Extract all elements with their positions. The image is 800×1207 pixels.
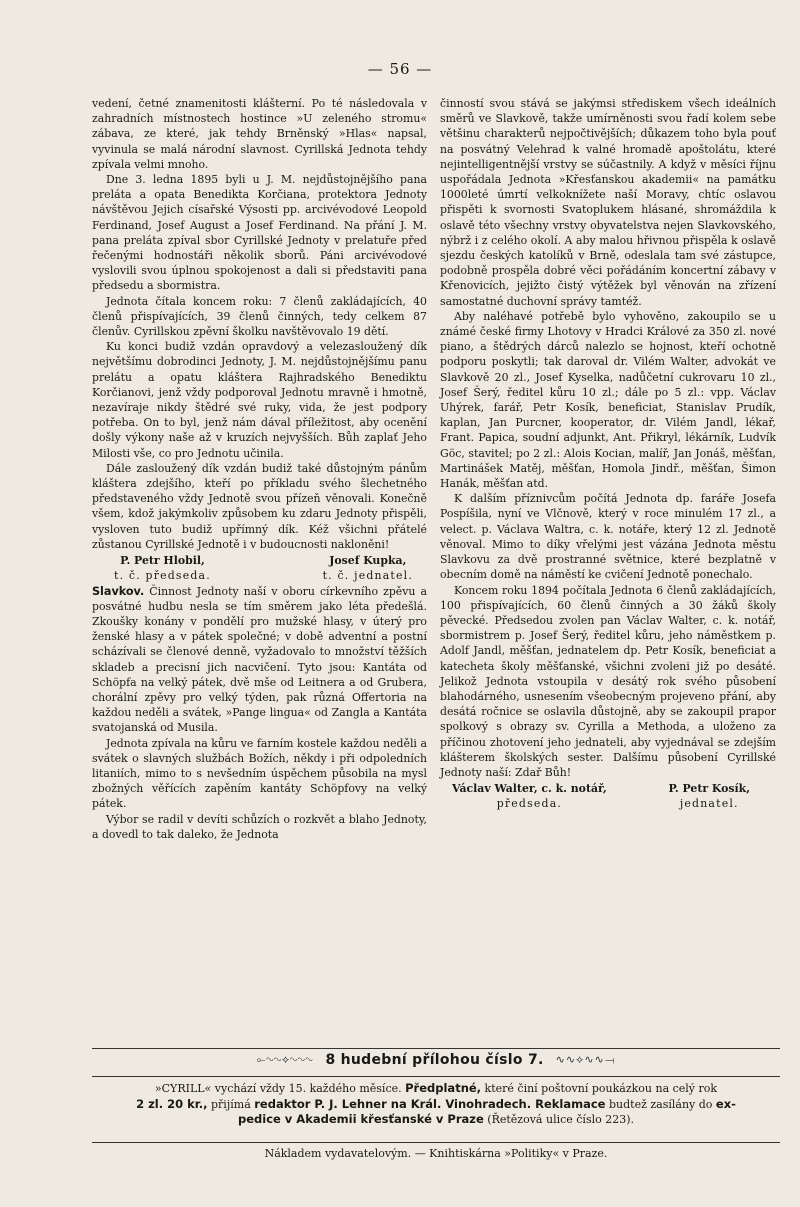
paragraph: Dále zasloužený dík vzdán budiž také důstojným pánům kláštera zdejšího, kteří po příkladu svého šlechetného představeného vždy Jednotě svou přízeň věnovali. Konečně všem, kdož jakýmkoliv způsobem ku zdaru Jednoty přispěli, vysloven tuto budiž upřímný dík. Kéž všichni přátelé zůstanou Cyrillské Jednotě i v budoucnosti nakloněni!	[92, 461, 427, 551]
signature-name: Josef Kupka,	[329, 554, 407, 568]
paragraph: Jednota zpívala na kůru ve farním kostele každou neděli a svátek o slavných službách Božích, někdy i při odpoledních litaniích, mimo to s nevšedním úspěchem působila na mysl zbožných věřících zapěním kantáty Schöpfovy na velký pátek.	[92, 736, 427, 811]
signature-name: Václav Walter, c. k. notář,	[452, 782, 607, 796]
signature-name: P. Petr Kosík,	[668, 782, 750, 796]
paragraph: Jednota čítala koncem roku: 7 členů zakládajících, 40 členů přispívajících, 39 členů činných, tedy celkem 87 členův. Cyrillskou zpěvní školku navštěvovalo 19 dětí.	[92, 294, 427, 339]
left-column	[92, 96, 427, 842]
publication-text: přijímá	[207, 1097, 255, 1111]
signature-role: t. č. předseda.	[114, 569, 211, 583]
publication-text: které činí poštovní poukázkou na celý rok	[481, 1082, 718, 1095]
publication-text: (Řetězová ulice číslo 223).	[483, 1113, 635, 1126]
subscription-label: Předplatné,	[405, 1081, 482, 1095]
signature-name: P. Petr Hlobil,	[120, 554, 205, 568]
page-number: — 56 —	[367, 60, 433, 78]
ornament-right-icon: ∿∿⟡∿∿⟞	[555, 1053, 616, 1066]
paragraph: Aby naléhavé potřebě bylo vyhověno, zakoupilo se u známé české firmy Lhotovy v Hradci Králové za 350 zl. nové piano, a štědrých dárců nalezlo se hojnost, kteří ochotně podporu poskytli; tak daroval dr. Vilém Walter, advokát ve Slavkově 20 zl., Josef Kyselka, nadůčetní cukrovaru 10 zl., Josef Šerý, ředitel kůru 10 zl.; dále po 5 zl.: vpp. Václav Uhýrek, farář, Petr Kosík, beneficiat, Stanislav Prudík, kaplan, Jan Purcner, kooperator, dr. Vilém Jandl, lékař, Frant. Papica, soudní adjunkt, Ant. Přikryl, lékárník, Ludvík Göc, stavitel; po 2 zl.: Alois Kocian, malíř, Jan Jonáš, měšťan, Martinášek Matěj, měšťan, Homola Jindř., měšťan, Šimon Hanák, měšťan atd.	[440, 309, 776, 491]
publication-info	[92, 1076, 780, 1128]
expedition-label: ex-	[715, 1096, 736, 1111]
paragraph: činností svou stává se jakýmsi střediskem všech ideálních směrů ve Slavkově, takže umírněnosti svou řadí kolem sebe většinu charakterů nejpočtivějších; důkazem toho byla pouť na posvátný Velehrad k valné hromadě apoštolátu, které nejintelligentnější vrstvy se súčastnily. A když v měsíci říjnu uspořádala Jednota »Křesťanskou akademii« na památku 1000leté úmrtí velkoknížete naší Moravy, chtíc oslavou přispěti k svornosti Svatoplukem hlásané, shromáždila k oslavě této všechny vrstvy obyvatelstva nejen Slavkovského, nýbrž i z celého okolí. A aby malou hřivnou přispěla k oslavě sjezdu českých katolíků v Brně, odeslala tam své zástupce, podobně prospěla dobré věci pořádáním koncertní zábavy v Křenovicích, jejižto čistý výtěžek byl věnován na zřízení samostatné duchovní správy tamtéž.	[440, 97, 776, 308]
signature-secretary	[669, 781, 750, 811]
signature-block	[440, 781, 776, 811]
paragraph: Výbor se radil v devíti schůzích o rozkvět a blaho Jednoty, a dovedl to tak daleko, že Jednota	[92, 812, 427, 841]
paragraph: Ku konci budiž vzdán opravdový a velezasloužený dík největšímu dobrodinci Jednoty, J. M. nejdůstojnějšímu panu prelátu a opatu kláštera Rajhradského Benediktu Korčianovi, jenž vždy podporoval Jednotu mravně i hmotně, nezavíraje nikdy štědré své ruky, vida, že jest podpory potřeba. On to byl, jenž nám dával příležitost, aby ocenění došly výkony naše až v kruzích nejvyšších. Bůh zaplať Jeho Milosti vše, co pro Jednotu učinila.	[92, 340, 427, 460]
paragraph-slavkov	[92, 584, 427, 736]
publication-line	[92, 1081, 780, 1097]
signature-secretary	[323, 553, 413, 583]
music-supplement-label: 8 hudební přílohou číslo 7.	[325, 1052, 544, 1068]
paragraph: Koncem roku 1894 počítala Jednota 6 členů zakládajících, 100 přispívajících, 60 členů činných a 30 žáků školy pěvecké. Předsedou zvolen pan Václav Walter, c. k. notář, sbormistrem p. Josef Šerý, ředitel kůru, jeho náměstkem p. Adolf Jandl, měšťan, jednatelem dp. Petr Kosík, beneficiat a katecheta školy měšťanské, všichni zvoleni již po desáté. Jelikož Jednota vstoupila v desátý rok svého působení blahodárného, usnesením všeobecným projeveno přání, aby desátá ročnice se oslavila důstojně, aby se zakoupil prapor spolkový s obrazy sv. Cyrilla a Methoda, a uloženo za příčinou zhotovení jeho jednateli, aby vyjednával se zdejším klášterem školských sester. Dalšímu působení Cyrillské Jednoty naší: Zdař Bůh!	[440, 583, 776, 779]
publication-text: »CYRILL« vychází vždy 15. každého měsíce.	[154, 1082, 406, 1095]
paragraph: Dne 3. ledna 1895 byli u J. M. nejdůstojnějšího pana preláta a opata Benedikta Korčiana, protektora Jednoty návštěvou Jejich císařské Výsosti pp. arcivévodové Leopold Ferdinand, Josef August a Josef Ferdinand. Na přání J. M. pana preláta zpíval sbor Cyrillské Jednoty v prelatuře před řečenými hodnostáři několik sborů. Páni arcivévodové vyslovili svou úplnou spokojenost a dali si představiti pana předsedu a sbormistra.	[92, 173, 427, 293]
signature-chairman	[452, 781, 607, 811]
right-column	[440, 96, 776, 812]
signature-role: předseda.	[496, 797, 563, 811]
signature-block	[92, 553, 427, 583]
signature-role: t. č. jednatel.	[322, 569, 413, 583]
paragraph: K dalším příznivcům počítá Jednota dp. faráře Josefa Pospíšila, nyní ve Vlčnově, který v roce minulém 17 zl., a velect. p. Václava Waltra, c. k. notáře, který 12 zl. Jednotě věnoval. Mimo to díky vřelými jest vázána Jednota městu Slavkovu za dvě prostranné světnice, které bezplatně v obecním domě na náměstí ke cvičení Jednotě ponechalo.	[440, 492, 776, 582]
section-heading: Slavkov.	[92, 584, 145, 598]
publication-line	[92, 1097, 780, 1113]
supplement-divider	[92, 1048, 780, 1068]
price: 2 zl. 20 kr.,	[136, 1096, 208, 1111]
signature-role: jednatel.	[679, 797, 739, 811]
editor-address: redaktor P. J. Lehner na Král. Vinohradech. Reklamace	[254, 1096, 606, 1111]
paragraph: vedení, četné znamenitosti klášterní. Po té následovala v zahradních místnostech hostince »U zeleného stromu« zábava, ze které, jak tehdy Brněnský »Hlas« napsal, vyvinula se malá národní slavnost. Cyrillská Jednota tehdy zpívala velmi mnoho.	[92, 97, 427, 171]
paragraph-text: Činnost Jednoty naší v oboru církevního zpěvu a posvátné hudbu nesla se tím směrem jako léta předešlá. Zkoušky konány v pondělí pro mužské hlasy, v úterý pro ženské hlasy a v pátek společné; v době adventní a postní scházívali se členové denně, vyžadovalo to množství těžších skladeb a precisní jich nacvičení. Tyto jsou: Kantáta od Schöpfa na velký pátek, dvě mše od Leitnera a od Grubera, chorální zpěvy pro velký týden, pak různá Offertoria na každou neděli a svátek, »Pange lingua« od Zangla a Kantáta svatojanská od Musila.	[92, 584, 427, 735]
imprint: Nákladem vydavatelovým. — Knihtiskárna »Politiky« v Praze.	[92, 1142, 780, 1160]
expedition-address: pedice v Akademii křesťanské v Praze	[237, 1112, 484, 1126]
signature-chairman	[114, 553, 211, 583]
ornament-left-icon: ⟜∿∿⟡∿∿∿	[256, 1053, 314, 1066]
publication-line	[92, 1112, 780, 1128]
publication-text: budtež zasílány do	[605, 1097, 716, 1111]
